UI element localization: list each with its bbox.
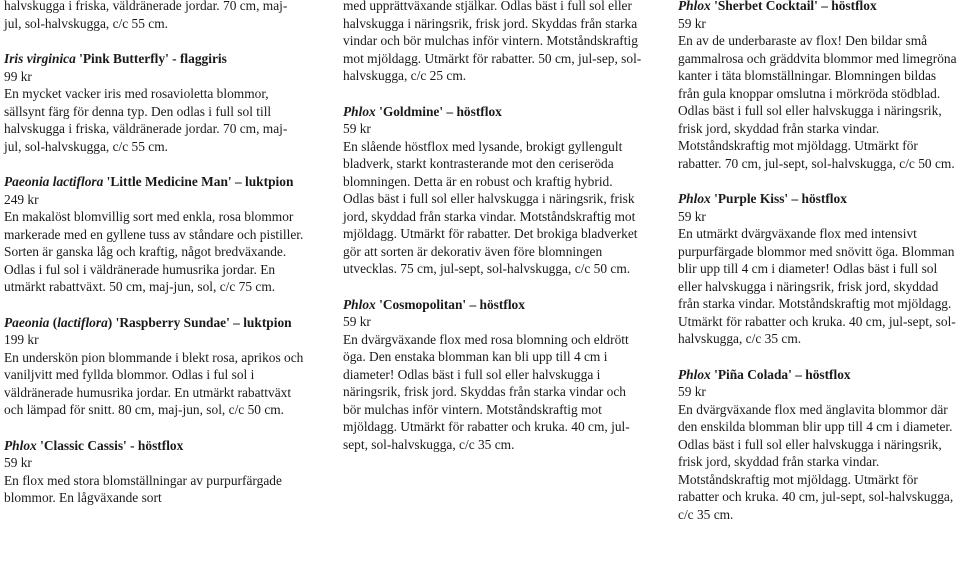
plant-price: 59 kr [678, 208, 706, 224]
plant-latin-name: Phlox [678, 366, 711, 382]
plant-entry-continued [4, 0, 304, 32]
plant-description: En flox med stora blomställningar av purpurfärgade blommor. En lågväxande sort [4, 472, 282, 505]
plant-title [4, 314, 304, 332]
plant-entry-phlox-sherbet-cocktail [678, 0, 958, 172]
plant-title [343, 296, 643, 314]
plant-price: 59 kr [343, 121, 371, 136]
plant-title [678, 190, 958, 208]
plant-cultivar: 'Goldmine' – höstflox [375, 103, 502, 119]
plant-description: En dvärgväxande flox med rosa blomning och eldrött öga. Den enstaka blomman kan bli upp till 4 cm i diameter! Odlas bäst i full sol eller halvskugga i näringsrik, frisk jord. Skyddas från starka vindar och bör mulchas inför vintern. Motståndskraftig mot mjöldagg. Utmärkt för rabatter och kruka. 40 cm, jul-sept, sol-halvskugga, c/c 35 cm. [343, 331, 630, 452]
plant-latin-name: Paeonia [4, 314, 50, 330]
plant-cultivar: ) 'Raspberry Sundae' – luktpion [107, 314, 292, 330]
plant-description: En underskön pion blommande i blekt rosa, aprikos och vaniljvitt med fyllda blommor. Odlas i ful sol i väldränerade humusrika jordar. En utmärkt rabattväxt och lämpad för snitt. 80 cm, maj-jun, sol, c/c 50 cm. [4, 349, 304, 417]
plant-price: 59 kr [4, 455, 32, 470]
plant-title [4, 173, 304, 191]
plant-entry-phlox-pina-colada [678, 366, 958, 524]
plant-entry-phlox-purple-kiss [678, 190, 958, 348]
plant-entry-phlox-cosmopolitan [343, 296, 643, 454]
plant-cultivar: 'Purple Kiss' – höstflox [710, 191, 847, 206]
plant-price: 59 kr [343, 314, 371, 329]
plant-latin-name: Phlox [678, 0, 711, 13]
plant-title-paren: ( [49, 314, 58, 330]
plant-latin-name: Phlox [4, 437, 37, 453]
plant-latin-name: Phlox [678, 191, 711, 206]
plant-entry-continued [343, 0, 643, 85]
plant-entry-paeonia-raspberry-sundae [4, 314, 304, 419]
plant-cultivar: 'Piña Colada' – höstflox [710, 366, 851, 382]
plant-entry-phlox-classic-cassis [4, 437, 304, 507]
plant-latin-name: Iris virginica [4, 51, 76, 66]
plant-description: med upprättväxande stjälkar. Odlas bäst i full sol eller halvskugga i näringsrik, frisk jord. Skyddas från starka vindar och bör mulchas inför vintern. Motståndskraftig mot mjöldagg. Utmärkt för rabatter. 50 cm, jul-sep, sol-halvskugga, c/c 25 cm. [343, 0, 642, 83]
column-3 [678, 0, 958, 541]
plant-description: halvskugga i friska, väldränerade jordar. 70 cm, maj-jul, sol-halvskugga, c/c 55 cm. [4, 0, 288, 31]
plant-title [4, 50, 304, 68]
plant-description: En makalöst blomvillig sort med enkla, rosa blommor markerade med en gyllene tuss av ståndare och pistiller. Sorten är ganska låg och kraftig, något bredväxande. Odlas i ful sol i väldränerade humusrika jordar. En utmärkt rabattväxt. 50 cm, maj-jun, sol, c/c 75 cm. [4, 209, 304, 294]
plant-description: En slående höstflox med lysande, brokigt gyllengult bladverk, starkt kontrasterande mot den ceriseröda blomningen. Detta är en robust och kraftig hybrid. Odlas bäst i full sol eller halvskugga i näringsrik, frisk jord, skyddad från starka vindar. Motståndskraftig mot mjöldagg. Utmärkt för rabatter. Det brokiga bladverket gör att sorten är dekorativ även före blomningen utvecklas. 75 cm, jul-sept, sol-halvskugga, c/c 50 cm. [343, 138, 638, 276]
plant-description: En dvärgväxande flox med änglavita blommor där den enskilda blomman blir upp till 4 cm i diameter. Odlas bäst i full sol eller halvskugga i näringsrik, frisk jord, skyddad från starka vindar. Motståndskraftig mot mjöldagg. Utmärkt för rabatter och kruka. 40 cm, jul-sept, sol-halvskugga, c/c 35 cm. [678, 401, 954, 522]
plant-title [678, 0, 958, 15]
plant-entry-iris-pink-butterfly [4, 50, 304, 155]
column-1 [4, 0, 304, 525]
plant-latin-species: lactiflora [57, 314, 108, 330]
plant-title [343, 103, 643, 121]
plant-entry-paeonia-little-medicine-man [4, 173, 304, 296]
plant-title [4, 437, 304, 455]
plant-description: En mycket vacker iris med rosavioletta blommor, sällsynt färg för denna typ. Den odlas i full sol till halvskugga i friska, väldränerade jordar. 70 cm, maj-jul, sol-halvskugga, c/c 55 cm. [4, 86, 288, 154]
plant-cultivar: 'Classic Cassis' - höstflox [36, 437, 184, 453]
plant-cultivar: 'Little Medicine Man' – luktpion [103, 174, 294, 189]
plant-cultivar: 'Cosmopolitan' – höstflox [375, 296, 525, 312]
column-2 [343, 0, 643, 471]
plant-price: 249 kr [4, 191, 39, 207]
plant-latin-name: Phlox [343, 103, 376, 119]
plant-latin-name: Paeonia lactiflora [4, 174, 104, 189]
plant-price: 99 kr [4, 68, 32, 84]
plant-cultivar: 'Pink Butterfly' - flaggiris [75, 51, 227, 66]
plant-price: 59 kr [678, 384, 706, 399]
plant-description: En utmärkt dvärgväxande flox med intensivt purpurfärgade blommor med snövitt öga. Blomman blir upp till 4 cm i diameter! Odlas bäst i full sol eller halvskugga i näringsrik, frisk jord, skyddad från starka vindar. Motståndskraftig mot mjöldagg. Utmärkt för rabatter och kruka. 40 cm, jul-sept, sol-halvskugga, c/c 35 cm. [678, 226, 956, 346]
plant-price: 59 kr [678, 15, 706, 31]
plant-description: En av de underbaraste av flox! Den bildar små gammalrosa och gräddvita blommor med limegröna kanter i täta blomställningar. Blomningen bildas från gula knoppar omslutna i mörkröda stödblad. Odlas bäst i full sol eller halvskugga i näringsrik, frisk jord, skyddad från starka vindar. Motståndskraftig mot mjöldagg. Utmärkt för rabatter. 70 cm, jul-sept, sol-halvskugga, c/c 50 cm. [678, 33, 957, 171]
plant-price: 199 kr [4, 332, 39, 347]
plant-entry-phlox-goldmine [343, 103, 643, 278]
plant-title [678, 366, 958, 384]
plant-latin-name: Phlox [343, 296, 376, 312]
plant-cultivar: 'Sherbet Cocktail' – höstflox [710, 0, 877, 13]
